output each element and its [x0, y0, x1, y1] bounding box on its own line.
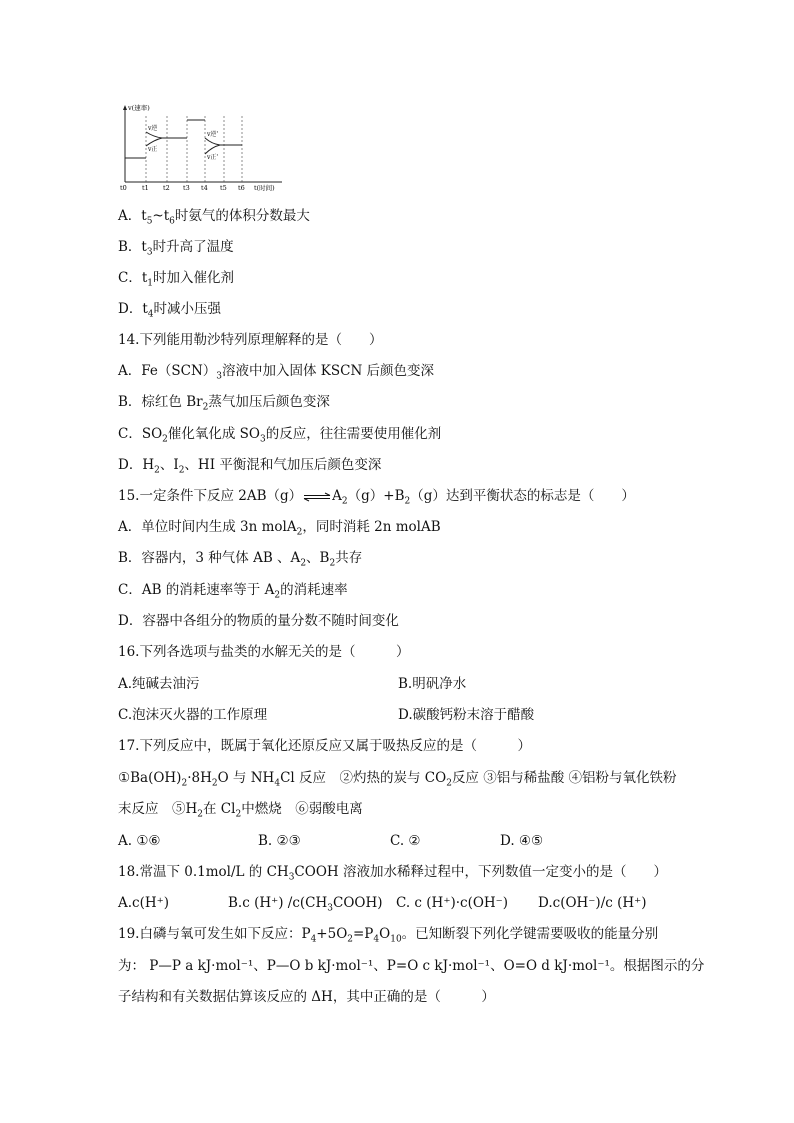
q15-option-a: A．单位时间内生成 3n molA$_2$，同时消耗 2n molAB — [118, 519, 441, 538]
q17-option-a: A. ①⑥ — [118, 833, 161, 849]
q15-option-b: B．容器内，3 种气体 AB 、$A_2$、$B_2$共存 — [118, 550, 363, 569]
x-axis-label: t(时间) — [254, 184, 275, 192]
q14-option-c: C．$SO_2$催化氧化成 $SO_3$的反应，往往需要使用催化剂 — [118, 426, 442, 445]
q16-options-row1 — [118, 674, 467, 694]
q16-options-row2 — [118, 705, 535, 725]
q19-stem-line3: 子结构和有关数据估算该反应的 ΔH，其中正确的是（ ） — [118, 989, 495, 1005]
tick-t1: t1 — [142, 184, 149, 192]
q18-stem: 18.常温下 0.1mol/L 的 $CH_3COOH$ 溶液加水稀释过程中，下列数值一定变小的是（ ） — [118, 864, 667, 883]
q19-stem-line1: 19.白磷与氧可发生如下反应：$P_4+5O_2=P_4O_{10}$。已知断裂下列化学键需要吸收的能量分别 — [118, 926, 659, 945]
q13-option-a: A．$t_5\sim t_6$时氨气的体积分数最大 — [118, 208, 310, 227]
q17-option-c: C. ② — [390, 833, 421, 849]
q16-option-c: C.泡沫灭火器的工作原理 — [118, 707, 268, 723]
q18-option-a: A.c(H⁺) — [118, 895, 170, 911]
tick-t2: t2 — [163, 184, 170, 192]
q15-option-c: C．AB 的消耗速率等于 $A_2$的消耗速率 — [118, 582, 348, 601]
tick-t0: t0 — [120, 184, 127, 192]
q16-option-b: B.明矾净水 — [398, 676, 467, 692]
q14-stem: 14.下列能用勒沙特列原理解释的是（ ） — [118, 332, 383, 348]
curve-v-pos — [146, 138, 162, 146]
label-v-pos: v正 — [148, 146, 158, 153]
q18-option-c: C. c (H⁺)·c(OH⁻) — [396, 895, 509, 911]
q19-stem-line2: 为： P—P a kJ·mol⁻¹、P—O b kJ·mol⁻¹、P=O c kJ·mol⁻¹、O=O d kJ·mol⁻¹。根据图示的分 — [118, 958, 705, 974]
equilibrium-arrow-icon — [303, 492, 331, 502]
label-v-rev-prime: v逆' — [207, 131, 219, 138]
q13-option-c: C．$t_1$时加入催化剂 — [118, 270, 234, 289]
q14-option-d: D．$H_2$、$I_2$、HI 平衡混和气加压后颜色变深 — [118, 457, 382, 476]
q15-option-d: D．容器中各组分的物质的量分数不随时间变化 — [118, 613, 399, 629]
tick-t4: t4 — [201, 184, 208, 192]
y-axis-label: v(速率) — [128, 104, 150, 112]
curve-v-rev — [146, 132, 162, 138]
label-v-rev: v逆 — [148, 125, 158, 132]
q17-reactions-line2: 末反应 $⑤H_2$在 $Cl_2$中燃烧 ⑥弱酸电离 — [118, 801, 363, 820]
q16-option-a: A.纯碱去油污 — [118, 676, 200, 692]
q17-reactions-line1: $①Ba(OH)_2\cdot 8H_2O$ 与 $NH_4Cl$ 反应 ②灼热的炭与 $CO_2$反应 ③铝与稀盐酸 ④铝粉与氧化铁粉 — [118, 770, 677, 789]
tick-t6: t6 — [238, 184, 245, 192]
q14-option-b: B．棕红色 $Br_2$蒸气加压后颜色变深 — [118, 394, 330, 413]
q17-option-b: B. ②③ — [258, 833, 301, 849]
q18-option-d: D.c(OH⁻)/c (H⁺) — [538, 895, 647, 911]
tick-t5: t5 — [220, 184, 227, 192]
q14-option-a: A．$Fe(SCN)_3$溶液中加入固体 KSCN 后颜色变深 — [118, 363, 435, 382]
q13-option-b: B．$t_3$时升高了温度 — [118, 239, 234, 258]
rate-time-graph — [114, 102, 294, 194]
q15-stem: 15.一定条件下反应 2AB（g） $A_2(g)+B_2(g)$达到平衡状态的标志是（ ） — [118, 488, 635, 507]
q18-option-b: B.c (H⁺) $/c(CH_3COOH)$ — [228, 895, 383, 914]
tick-t3: t3 — [183, 184, 190, 192]
q16-option-d: D.碳酸钙粉末溶于醋酸 — [398, 707, 535, 723]
q17-stem: 17.下列反应中，既属于氧化还原反应又属于吸热反应的是（ ） — [118, 738, 531, 754]
curve-v-rev-prime — [205, 138, 220, 145]
q13-option-d: D．$t_4$时减小压强 — [118, 301, 221, 320]
y-axis-arrow — [123, 105, 127, 110]
label-v-pos-prime: v正' — [207, 154, 219, 161]
q16-stem: 16.下列各选项与盐类的水解无关的是（ ） — [118, 644, 410, 660]
q17-option-d: D. ④⑤ — [500, 833, 544, 849]
curve-v-pos-prime — [205, 145, 220, 154]
